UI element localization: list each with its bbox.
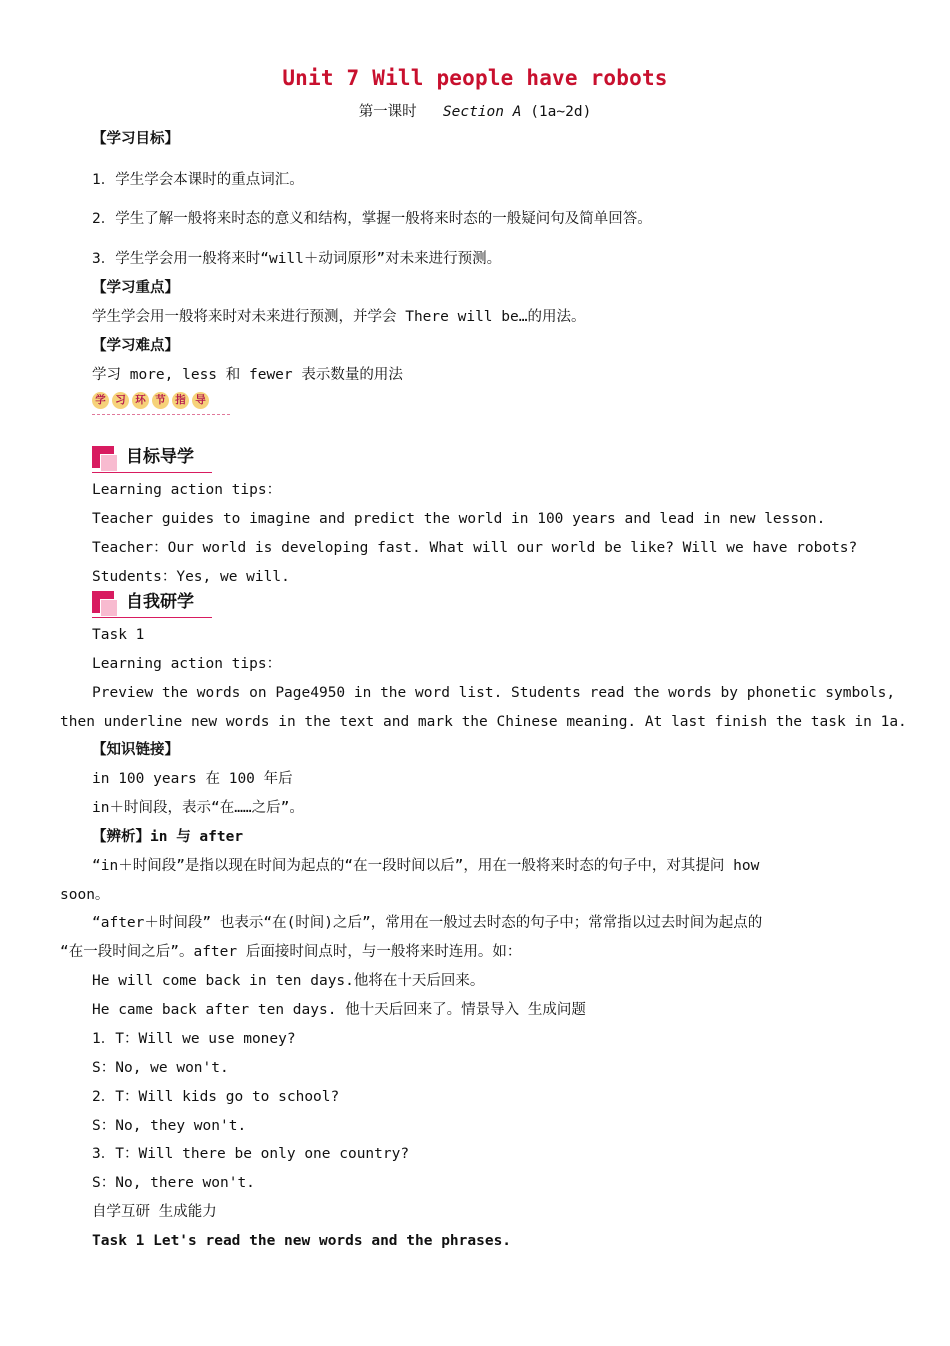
banner-char: 环 — [132, 392, 149, 409]
tips-label: Learning action tips： — [92, 656, 282, 672]
dialog-line-3: 2．T：Will kids go to school? — [92, 1089, 340, 1105]
preview-line-1: Preview the words on Page4950 in the word list. Students read the words by phonetic symbols, — [92, 685, 896, 701]
difficulty-label: 【学习难点】 — [92, 338, 179, 354]
analysis-line-3: “after＋时间段” 也表示“在(时间)之后”，常用在一般过去时态的句子中；常常指以过去时间为起点的 — [92, 915, 763, 931]
dialog-line-6: S：No, there won't. — [92, 1175, 255, 1191]
task-label: Task 1 — [92, 627, 145, 643]
dialog-line-4: S：No, they won't. — [92, 1118, 247, 1134]
section1-line-4: Students：Yes, we will. — [92, 569, 290, 585]
knowledge-line-1: in 100 years 在 100 年后 — [92, 771, 293, 787]
section-underline — [92, 472, 212, 473]
objective-item-2: 2．学生了解一般将来时态的意义和结构，掌握一般将来时态的一般疑问句及简单回答。 — [92, 211, 652, 227]
knowledge-label: 【知识链接】 — [92, 742, 179, 758]
banner-char: 学 — [92, 392, 109, 409]
final-task-line: Task 1 Let's read the new words and the phrases. — [92, 1233, 512, 1249]
section-heading-goal — [92, 446, 214, 472]
dialog-line-5: 3．T：Will there be only one country? — [92, 1146, 410, 1162]
difficulty-text: 学习 more, less 和 fewer 表示数量的用法 — [92, 367, 403, 383]
objective-item-3: 3．学生学会用一般将来时“will＋动词原形”对未来进行预测。 — [92, 251, 502, 267]
analysis-line-4: “在一段时间之后”。after 后面接时间点时，与一般将来时连用。如： — [60, 944, 522, 960]
section1-line-2: Teacher guides to imagine and predict the world in 100 years and lead in new lesson. — [92, 511, 826, 527]
self-study-heading: 自学互研 生成能力 — [92, 1204, 217, 1220]
study-guide-banner — [92, 392, 230, 415]
banner-char: 节 — [152, 392, 169, 409]
document-subtitle — [0, 100, 950, 121]
focus-label: 【学习重点】 — [92, 280, 179, 296]
analysis-line-1: “in＋时间段”是指以现在时间为起点的“在一段时间以后”，用在一般将来时态的句子中，对其提问 how — [92, 858, 760, 874]
analysis-label: 【辨析】in 与 after — [92, 829, 244, 845]
section-underline — [92, 617, 212, 618]
banner-char: 导 — [192, 392, 209, 409]
banner-char: 习 — [112, 392, 129, 409]
dialog-line-1: 1．T：Will we use money? — [92, 1031, 296, 1047]
section-heading-text: 自我研学 — [126, 592, 194, 612]
focus-text: 学生学会用一般将来时对未来进行预测，并学会 There will be…的用法。 — [92, 309, 586, 325]
subtitle-section: Section A — [442, 104, 522, 120]
preview-line-2: then underline new words in the text and mark the Chinese meaning. At last finish the task in 1a. — [60, 714, 907, 730]
section1-line-3: Teacher：Our world is developing fast. What will our world be like? Will we have robots? — [92, 540, 858, 556]
example-line-2: He came back after ten days. 他十天后回来了。情景导入 生成问题 — [92, 1002, 586, 1018]
section-square-icon-inner — [100, 454, 117, 471]
analysis-line-2: soon。 — [60, 887, 110, 903]
knowledge-line-2: in＋时间段，表示“在……之后”。 — [92, 800, 304, 816]
objective-item-1: 1．学生学会本课时的重点词汇。 — [92, 172, 304, 188]
subtitle-lesson: 第一课时 — [358, 104, 417, 120]
document-title: Unit 7 Will people have robots — [282, 66, 668, 90]
dialog-line-2: S：No, we won't. — [92, 1060, 229, 1076]
section-heading-text: 目标导学 — [126, 447, 194, 467]
section-square-icon-inner — [100, 599, 117, 616]
banner-char: 指 — [172, 392, 189, 409]
section1-line-1: Learning action tips： — [92, 482, 282, 498]
example-line-1: He will come back in ten days.他将在十天后回来。 — [92, 973, 485, 989]
subtitle-range: (1a~2d) — [530, 104, 592, 120]
section-heading-self-study — [92, 591, 214, 617]
objectives-label: 【学习目标】 — [92, 131, 179, 147]
